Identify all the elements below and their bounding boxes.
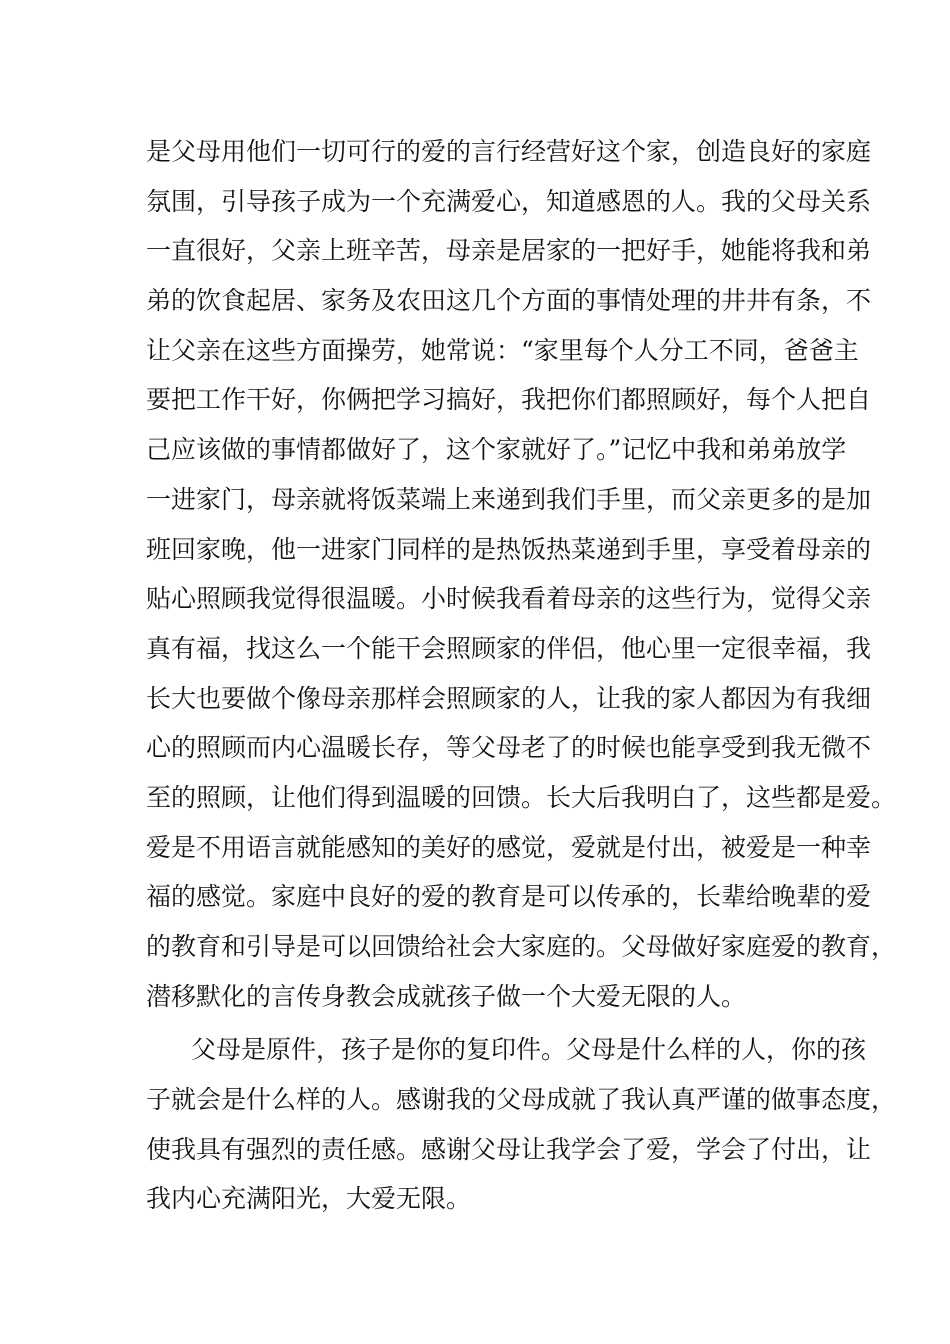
text-line-indented: 父母是原件，孩子是你的复印件。父母是什么样的人，你的孩 <box>191 1035 867 1065</box>
text-line: 是父母用他们一切可行的爱的言行经营好这个家，创造良好的家庭 <box>146 137 872 166</box>
text-line: 真有福，找这么一个能干会照顾家的伴侣，他心里一定很幸福，我 <box>146 633 872 663</box>
text-line: 使我具有强烈的责任感。感谢父母让我学会了爱，学会了付出，让 <box>146 1134 872 1164</box>
text-line: 己应该做的事情都做好了，这个家就好了。”记忆中我和弟弟放学 <box>146 435 847 465</box>
text-line: 至的照顾，让他们得到温暖的回馈。长大后我明白了，这些都是爱。 <box>146 782 897 812</box>
text-line: 氛围，引导孩子成为一个充满爱心，知道感恩的人。我的父母关系 <box>146 186 872 216</box>
text-line: 弟的饮食起居、家务及农田这几个方面的事情处理的井井有条，不 <box>146 286 872 316</box>
text-line: 让父亲在这些方面操劳，她常说：“家里每个人分工不同，爸爸主 <box>146 335 859 365</box>
paragraph-1 <box>146 127 897 1021</box>
text-line: 心的照顾而内心温暖长存，等父母老了的时候也能享受到我无微不 <box>146 733 872 763</box>
text-line: 爱是不用语言就能感知的美好的感觉，爱就是付出，被爱是一种幸 <box>146 832 872 862</box>
text-line: 的教育和引导是可以回馈给社会大家庭的。父母做好家庭爱的教育， <box>146 932 897 961</box>
text-line: 一直很好，父亲上班辛苦，母亲是居家的一把好手，她能将我和弟 <box>146 236 872 266</box>
text-line: 一进家门，母亲就将饭菜端上来递到我们手里，而父亲更多的是加 <box>146 484 872 514</box>
document-body <box>146 127 897 1224</box>
text-line: 长大也要做个像母亲那样会照顾家的人，让我的家人都因为有我细 <box>146 683 872 713</box>
text-line: 要把工作干好，你俩把学习搞好，我把你们都照顾好，每个人把自 <box>146 385 872 415</box>
text-line: 我内心充满阳光，大爱无限。 <box>146 1184 472 1214</box>
text-line: 福的感觉。家庭中良好的爱的教育是可以传承的，长辈给晚辈的爱 <box>146 882 872 912</box>
text-line: 子就会是什么样的人。感谢我的父母成就了我认真严谨的做事态度， <box>146 1085 897 1115</box>
text-line: 贴心照顾我觉得很温暖。小时候我看着母亲的这些行为，觉得父亲 <box>146 584 872 614</box>
text-line: 班回家晚，他一进家门同样的是热饭热菜递到手里，享受着母亲的 <box>146 534 872 564</box>
text-line: 潜移默化的言传身教会成就孩子做一个大爱无限的人。 <box>146 981 747 1011</box>
paragraph-2 <box>146 1025 897 1224</box>
